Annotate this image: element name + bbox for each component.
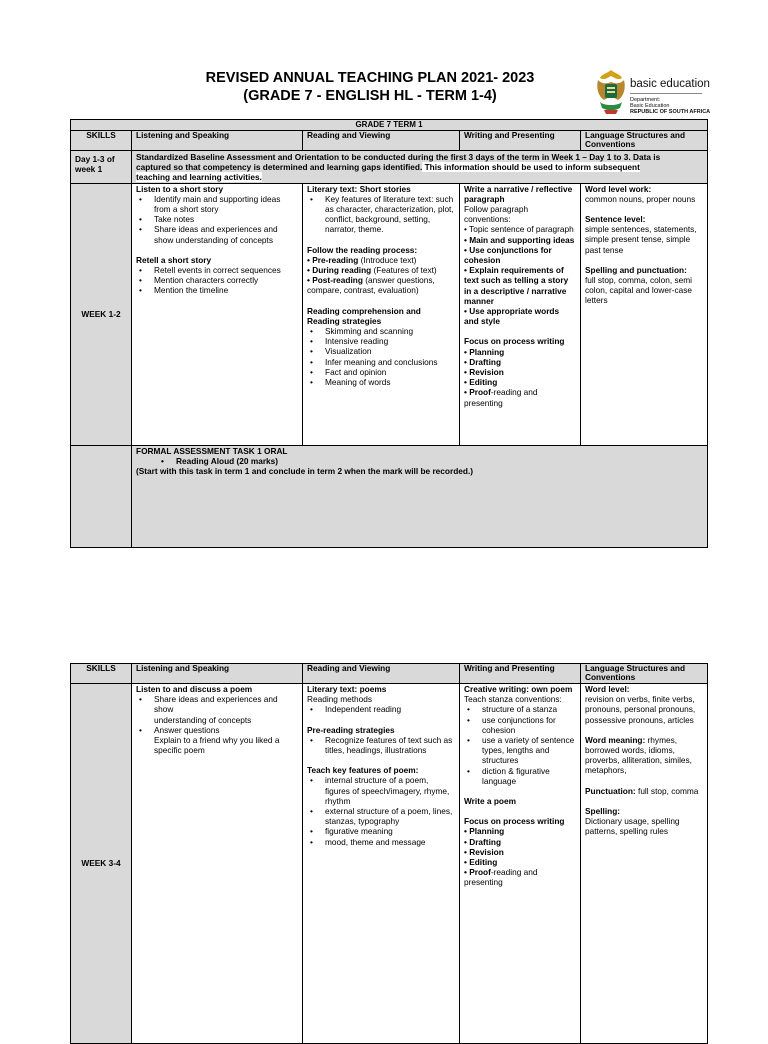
- language-heading-spelling: Spelling:: [585, 805, 621, 816]
- list-item: • Key features of literature text: such as character, characterization, plot, conflict, background, setting, narrator, theme.: [325, 194, 455, 235]
- document-title: REVISED ANNUAL TEACHING PLAN 2021- 2023: [205, 70, 535, 86]
- language-heading-spelling: Spelling and punctuation:: [585, 264, 687, 275]
- logo-divider: [630, 93, 702, 94]
- process-step: • Planning: [464, 346, 505, 357]
- assessment-heading: FORMAL ASSESSMENT TASK 1 ORAL: [136, 445, 288, 456]
- list-item: • Fact and opinion: [325, 367, 455, 377]
- language-heading-word-level: Word level work:: [585, 183, 652, 194]
- day-row: [71, 151, 708, 184]
- list-item: • external structure of a poem, lines, stanzas, typography: [325, 806, 455, 826]
- header-writing: Writing and Presenting: [460, 664, 581, 684]
- header-listening: Listening and Speaking: [132, 131, 303, 151]
- assessment-label-cell: [71, 445, 132, 547]
- language-text: common nouns, proper nouns: [585, 193, 696, 204]
- coat-of-arms-icon: [594, 68, 628, 118]
- writing-line: Follow paragraph conventions:: [464, 204, 529, 225]
- language-structures-cell: [581, 183, 708, 445]
- list-item: • use a variety of sentence types, lengths and structures: [482, 735, 576, 766]
- language-word-meaning: Word meaning: rhymes, borrowed words, idioms, proverbs, alliteration, similes, metaphors,: [585, 734, 692, 776]
- writing-heading-process: Focus on process writing: [464, 336, 565, 347]
- list-item: • internal structure of a poem, figures of speech/imagery, rhyme, rhythm: [325, 775, 455, 806]
- writing-heading-narrative: Write a narrative / reflective paragraph: [464, 183, 573, 204]
- reading-heading-key-features: Teach key features of poem:: [307, 765, 419, 776]
- listening-heading-retell: Retell a short story: [136, 254, 212, 265]
- formal-assessment-cell: [132, 445, 708, 547]
- assessment-item: • Reading Aloud (20 marks): [176, 456, 703, 466]
- assessment-note: (Start with this task in term 1 and conclude in term 2 when the mark will be recorded.): [136, 466, 474, 477]
- list-item: • Mention the timeline: [154, 285, 298, 295]
- list-item: • Independent reading: [325, 704, 455, 714]
- writing-heading-write-poem: Write a poem: [464, 796, 516, 807]
- list-item: • mood, theme and message: [325, 837, 455, 847]
- term1-plan-table: [70, 119, 708, 548]
- logo-name: basic education: [630, 78, 710, 90]
- list-item: • Retell events in correct sequences: [154, 265, 298, 275]
- header-row: [71, 131, 708, 151]
- language-structures-cell: [581, 684, 708, 1044]
- listening-speaking-cell: [132, 183, 303, 445]
- list-item: • Answer questions Explain to a friend why you liked a specific poem: [154, 725, 298, 756]
- assessment-row: [71, 445, 708, 547]
- pre-reading-item: • Pre-reading (Introduce text): [307, 254, 417, 265]
- list-item: • Intensive reading: [325, 336, 455, 346]
- language-heading-word-level: Word level:: [585, 684, 630, 694]
- writing-line: • Use conjunctions for cohesion: [464, 244, 552, 266]
- process-step: • Drafting: [464, 836, 502, 847]
- reading-heading-strategies: Reading comprehension and Reading strategies: [307, 305, 421, 326]
- header-reading: Reading and Viewing: [303, 131, 460, 151]
- list-item: • Skimming and scanning: [325, 326, 455, 336]
- writing-presenting-cell: [460, 183, 581, 445]
- reading-text: Reading methods: [307, 694, 373, 705]
- list-item: • Share ideas and experiences and show understanding of concepts: [154, 224, 298, 244]
- header-language: Language Structures and Conventions: [581, 664, 708, 684]
- list-item: • Take notes: [154, 214, 298, 224]
- writing-heading-creative: Creative writing: own poem: [464, 684, 573, 694]
- reading-viewing-cell: [303, 684, 460, 1044]
- language-text: revision on verbs, finite verbs, pronouns, personal pronouns, possessive pronouns, articles: [585, 694, 696, 725]
- reading-viewing-cell: [303, 183, 460, 445]
- process-step: • Editing: [464, 377, 498, 388]
- list-item: • Visualization: [325, 346, 455, 356]
- logo-sub-basic-education: Basic Education: [630, 103, 670, 109]
- listening-heading-poem: Listen to and discuss a poem: [136, 684, 253, 694]
- list-item: • figurative meaning: [325, 826, 455, 836]
- header-skills: SKILLS: [71, 131, 132, 151]
- list-item: • Infer meaning and conclusions: [325, 357, 455, 367]
- language-text: full stop, comma, colon, semi colon, capital and lower-case letters: [585, 275, 692, 306]
- language-text: Dictionary usage, spelling patterns, spelling rules: [585, 816, 680, 837]
- logo-sub-department: Department:: [630, 97, 661, 103]
- listening-heading-short-story: Listen to a short story: [136, 183, 224, 194]
- post-reading-item: • Post-reading (answer questions, compare, contrast, evaluation): [307, 275, 435, 296]
- during-reading-item: • During reading (Features of text): [307, 265, 437, 276]
- term-title: GRADE 7 TERM 1: [71, 120, 708, 131]
- document-subtitle: (GRADE 7 - ENGLISH HL - TERM 1-4): [243, 88, 497, 104]
- writing-presenting-cell: [460, 684, 581, 1044]
- list-item: • use conjunctions for cohesion: [482, 715, 576, 735]
- department-logo: [594, 68, 714, 118]
- process-step: • Revision: [464, 367, 504, 378]
- baseline-assessment-note: Standardized Baseline Assessment and Orientation to be conducted during the first 3 days of the term in Week 1 – Day 1 to 3. Data is captured so that competency is determined and learning gaps identified. This information should be used to inform subsequent teaching and learning activities.: [132, 151, 708, 184]
- list-item: • diction & figurative language: [482, 766, 576, 786]
- week3-4-plan-table: [70, 663, 708, 1044]
- process-step: • Proof-reading and presenting: [464, 867, 538, 888]
- writing-text: Teach stanza conventions:: [464, 694, 562, 705]
- list-item: • structure of a stanza: [482, 704, 576, 714]
- language-text: simple sentences, statements, simple present tense, simple past tense: [585, 224, 697, 255]
- process-step: • Planning: [464, 826, 505, 837]
- header-language: Language Structures and Conventions: [581, 131, 708, 151]
- language-punctuation: Punctuation: full stop, comma: [585, 785, 699, 796]
- writing-line: • Use appropriate words and style: [464, 306, 560, 327]
- process-step: • Drafting: [464, 356, 502, 367]
- logo-sub-republic: REPUBLIC OF SOUTH AFRICA: [630, 109, 711, 115]
- reading-heading-pre-reading: Pre-reading strategies: [307, 724, 395, 735]
- week-label: WEEK 1-2: [71, 183, 132, 445]
- week-label: WEEK 3-4: [71, 684, 132, 1044]
- list-item: • Share ideas and experiences and show understanding of concepts: [154, 694, 298, 725]
- list-item: • Recognize features of text such as titles, headings, illustrations: [325, 735, 455, 755]
- header-listening: Listening and Speaking: [132, 664, 303, 684]
- reading-heading-poems: Literary text: poems: [307, 684, 387, 694]
- reading-heading-literary-text: Literary text: Short stories: [307, 183, 411, 194]
- list-item: • Mention characters correctly: [154, 275, 298, 285]
- writing-heading-process: Focus on process writing: [464, 816, 565, 827]
- writing-line: • Explain requirements of text such as telling a story in a descriptive / narrative manner: [464, 265, 569, 306]
- header-writing: Writing and Presenting: [460, 131, 581, 151]
- week-1-2-row: [71, 183, 708, 445]
- week-3-4-row: [71, 684, 708, 1044]
- header-row: [71, 664, 708, 684]
- reading-heading-process: Follow the reading process:: [307, 244, 418, 255]
- list-item: • Meaning of words: [325, 377, 455, 387]
- process-step: • Editing: [464, 857, 498, 868]
- list-item: • Identify main and supporting ideas from a short story: [154, 194, 298, 214]
- writing-line: • Main and supporting ideas: [464, 234, 575, 245]
- listening-speaking-cell: [132, 684, 303, 1044]
- process-step: • Revision: [464, 846, 504, 857]
- header-reading: Reading and Viewing: [303, 664, 460, 684]
- language-heading-sentence-level: Sentence level:: [585, 214, 646, 225]
- header-skills: SKILLS: [71, 664, 132, 684]
- process-step: • Proof-reading and presenting: [464, 387, 538, 408]
- writing-line: • Topic sentence of paragraph: [464, 224, 574, 235]
- day-label: Day 1-3 of week 1: [71, 151, 132, 184]
